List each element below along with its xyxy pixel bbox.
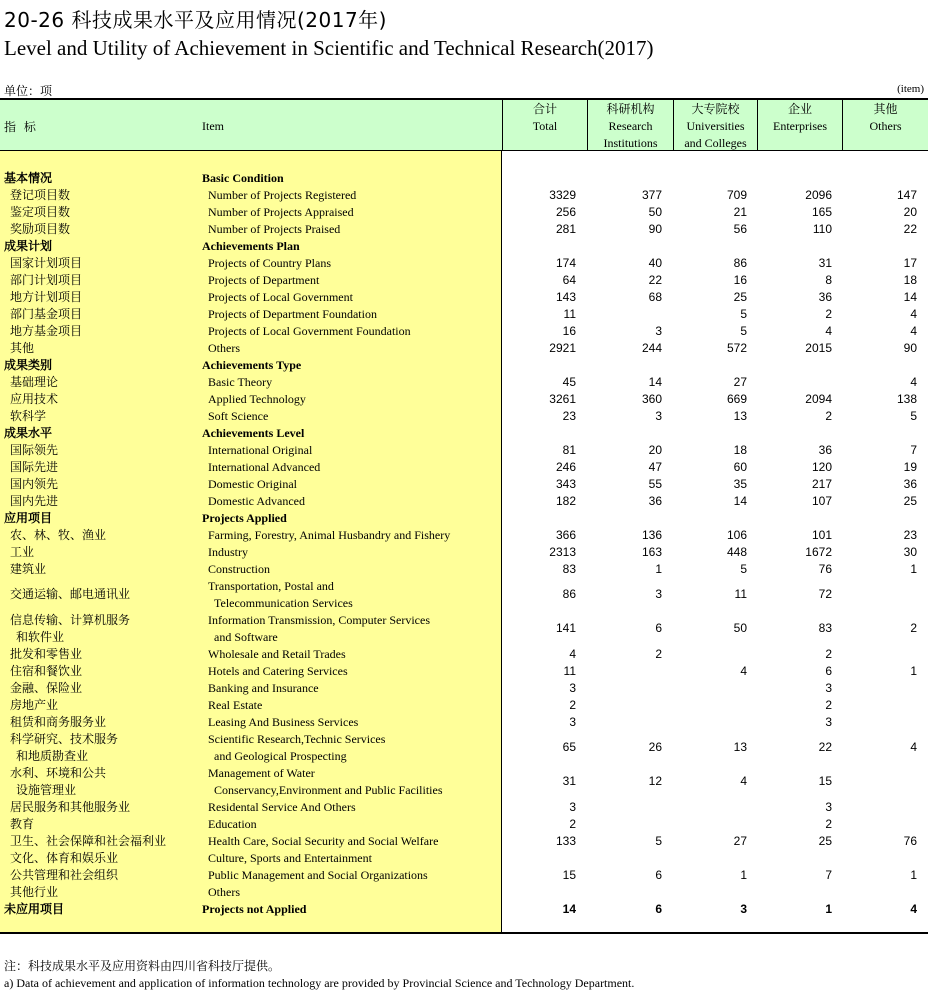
cell-value: 217 [811,477,832,491]
table-row [0,833,928,850]
table-row [0,714,928,731]
row-label-zh: 农、林、牧、渔业 [10,528,107,542]
cell-value: 68 [648,290,662,304]
table-row [0,561,928,578]
row-label-zh: 教育 [10,817,35,831]
row-label-en-line2: and Software [214,630,278,644]
cell-value: 15 [818,774,832,788]
row-label-en: Wholesale and Retail Trades [208,647,346,661]
row-label-en: Leasing And Business Services [208,715,359,729]
header-col-zh: 科研机构 [606,102,655,116]
cell-value: 120 [811,460,832,474]
cell-value: 14 [733,494,747,508]
cell-value: 83 [818,621,832,635]
table-row [0,510,928,527]
table-row [0,340,928,357]
row-label-en: Projects Applied [202,511,287,525]
cell-value: 2 [569,817,576,831]
cell-value: 246 [555,460,576,474]
row-label-en: Health Care, Social Security and Social Welfare [208,834,439,848]
table-row [0,187,928,204]
cell-value: 47 [648,460,662,474]
cell-value: 16 [733,273,747,287]
row-label-en: Information Transmission, Computer Services [208,613,430,627]
row-label-zh: 地方基金项目 [10,324,83,338]
cell-value: 55 [648,477,662,491]
row-label-en: Domestic Original [208,477,297,491]
header-col-en: Universities [686,119,745,133]
row-label-en: Projects of Country Plans [208,256,331,270]
row-label-zh: 国际先进 [10,460,59,474]
cell-value: 14 [562,902,576,916]
table-row [0,884,928,901]
row-label-en: Transportation, Postal and [208,579,334,593]
cell-value: 1 [910,562,917,576]
cell-value: 5 [740,324,747,338]
cell-value: 72 [818,587,832,601]
cell-value: 4 [910,324,917,338]
cell-value: 3 [825,800,832,814]
cell-value: 11 [734,587,747,601]
cell-value: 5 [655,834,662,848]
row-label-en: Achievements Type [202,358,302,372]
row-label-zh: 部门基金项目 [10,307,83,321]
row-label-en: Achievements Level [202,426,305,440]
table-row [0,799,928,816]
row-label-en: Applied Technology [208,392,306,406]
row-label-en: Basic Condition [202,171,284,185]
cell-value: 90 [648,222,662,236]
cell-value: 2313 [549,545,576,559]
table-row [0,901,928,918]
row-label-en: Others [208,341,240,355]
cell-value: 3261 [549,392,576,406]
cell-value: 36 [648,494,662,508]
cell-value: 5 [910,409,917,423]
row-label-zh: 成果计划 [4,239,53,253]
cell-value: 11 [563,307,576,321]
cell-value: 22 [818,740,832,754]
cell-value: 110 [812,222,832,236]
table-row [0,527,928,544]
cell-value: 8 [825,273,832,287]
row-label-zh: 工业 [10,545,35,559]
cell-value: 281 [555,222,576,236]
row-label-zh: 基本情况 [4,171,53,185]
row-label-zh: 软科学 [10,409,47,423]
table-row [0,425,928,442]
cell-value: 3 [569,800,576,814]
header-col-universities [673,100,757,151]
row-label-en-line2: and Geological Prospecting [214,749,347,763]
table-row [0,289,928,306]
header-col-others [842,100,928,151]
cell-value: 136 [641,528,662,542]
cell-value: 81 [562,443,576,457]
header-indicator-zh: 指 标 [4,120,38,134]
row-label-zh: 应用项目 [4,511,53,525]
cell-value: 18 [903,273,917,287]
cell-value: 4 [910,740,917,754]
cell-value: 4 [740,774,747,788]
cell-value: 1672 [805,545,832,559]
cell-value: 25 [733,290,747,304]
cell-value: 1 [740,868,747,882]
cell-value: 448 [726,545,747,559]
cell-value: 76 [903,834,917,848]
cell-value: 30 [903,545,917,559]
cell-value: 64 [562,273,576,287]
row-label-en: Education [208,817,257,831]
cell-value: 36 [818,290,832,304]
row-label-zh-line2: 和软件业 [16,630,65,644]
row-label-zh: 信息传输、计算机服务 [10,613,131,627]
unit-label-en: (item) [897,83,924,95]
cell-value: 50 [733,621,747,635]
cell-value: 16 [562,324,576,338]
row-label-zh: 成果水平 [4,426,53,440]
row-label-zh: 未应用项目 [4,902,65,916]
cell-value: 11 [563,664,576,678]
cell-value: 65 [562,740,576,754]
header-col-en: Enterprises [773,119,827,133]
cell-value: 165 [811,205,832,219]
row-label-en: Farming, Forestry, Animal Husbandry and Fishery [208,528,451,542]
row-label-en: Projects of Department [208,273,320,287]
header-col-en: Others [869,119,902,133]
cell-value: 35 [733,477,747,491]
cell-value: 3 [655,409,662,423]
cell-value: 669 [726,392,747,406]
row-label-en: Number of Projects Praised [208,222,341,236]
cell-value: 6 [825,664,832,678]
table-row [0,255,928,272]
row-label-en: Real Estate [208,698,263,712]
cell-value: 36 [818,443,832,457]
table-row [0,850,928,867]
cell-value: 2015 [805,341,832,355]
header-col-zh: 合计 [532,102,557,116]
cell-value: 2096 [805,188,832,202]
header-col-en2: and Colleges [684,136,747,150]
cell-value: 31 [818,256,832,270]
cell-value: 14 [903,290,917,304]
row-label-en: Domestic Advanced [208,494,305,508]
row-label-zh: 租赁和商务服务业 [10,715,107,729]
table-row [0,221,928,238]
table-row [0,731,928,765]
table-row [0,816,928,833]
table-row [0,663,928,680]
cell-value: 2 [825,817,832,831]
cell-value: 7 [910,443,917,457]
cell-value: 138 [896,392,917,406]
table-row [0,272,928,289]
cell-value: 256 [555,205,576,219]
cell-value: 3 [655,324,662,338]
cell-value: 174 [555,256,576,270]
cell-value: 86 [562,587,576,601]
cell-value: 244 [641,341,662,355]
cell-value: 7 [825,868,832,882]
table-row [0,459,928,476]
cell-value: 107 [811,494,832,508]
row-label-zh: 奖励项目数 [10,222,71,236]
row-label-zh: 建筑业 [10,562,47,576]
cell-value: 3 [825,681,832,695]
row-label-zh: 部门计划项目 [10,273,83,287]
row-label-en-line2: Telecommunication Services [214,596,353,610]
row-label-en-line2: Conservancy,Environment and Public Facilities [214,783,443,797]
row-label-zh: 国际领先 [10,443,59,457]
cell-value: 18 [733,443,747,457]
cell-value: 377 [641,188,662,202]
table-row [0,374,928,391]
header-col-research [587,100,673,151]
row-label-zh: 应用技术 [10,392,59,406]
row-label-en: Projects of Local Government Foundation [208,324,411,338]
table-row [0,680,928,697]
row-label-zh: 其他行业 [10,885,59,899]
row-label-en: Number of Projects Appraised [208,205,354,219]
row-label-en: Projects not Applied [202,902,307,916]
row-label-zh: 国家计划项目 [10,256,83,270]
cell-value: 2 [825,307,832,321]
row-label-en: Projects of Department Foundation [208,307,377,321]
header-col-en2: Institutions [603,136,658,150]
cell-value: 147 [896,188,917,202]
row-label-en: Number of Projects Registered [208,188,357,202]
row-label-en: Projects of Local Government [208,290,353,304]
cell-value: 13 [733,409,747,423]
row-label-zh: 地方计划项目 [10,290,83,304]
cell-value: 3 [569,681,576,695]
row-label-zh: 居民服务和其他服务业 [10,800,131,814]
cell-value: 4 [910,375,917,389]
cell-value: 23 [562,409,576,423]
row-label-en: International Original [208,443,313,457]
row-label-zh: 交通运输、邮电通讯业 [10,587,131,601]
cell-value: 2 [569,698,576,712]
row-label-en: Management of Water [208,766,315,780]
row-label-zh: 水利、环境和公共 [10,766,107,780]
row-label-zh: 国内先进 [10,494,59,508]
cell-value: 21 [733,205,747,219]
row-label-zh: 鉴定项目数 [10,205,71,219]
table-row [0,476,928,493]
table-row [0,578,928,612]
cell-value: 343 [555,477,576,491]
cell-value: 4 [910,307,917,321]
cell-value: 15 [562,868,576,882]
cell-value: 572 [726,341,747,355]
cell-value: 25 [818,834,832,848]
cell-value: 2 [655,647,662,661]
cell-value: 182 [555,494,576,508]
cell-value: 366 [555,528,576,542]
cell-value: 101 [811,528,832,542]
row-label-zh: 其他 [10,341,35,355]
row-label-zh: 成果类别 [4,358,53,372]
row-label-en: Basic Theory [208,375,273,389]
cell-value: 27 [733,375,747,389]
cell-value: 25 [903,494,917,508]
header-col-zh: 企业 [787,102,812,116]
table-row [0,391,928,408]
cell-value: 3 [655,587,662,601]
cell-value: 2094 [805,392,832,406]
cell-value: 143 [555,290,576,304]
row-label-zh: 登记项目数 [10,188,71,202]
cell-value: 2 [825,647,832,661]
header-indicator-cell [0,100,502,151]
row-label-en: Public Management and Social Organizations [208,868,428,882]
table-row [0,612,928,646]
cell-value: 106 [726,528,747,542]
cell-value: 1 [655,562,662,576]
header-indicator-en: Item [202,119,224,133]
row-label-zh: 住宿和餐饮业 [10,664,83,678]
cell-value: 133 [555,834,576,848]
table-row [0,238,928,255]
cell-value: 12 [648,774,662,788]
row-label-zh: 文化、体育和娱乐业 [10,851,119,865]
row-label-zh: 基础理论 [10,375,59,389]
row-label-zh: 卫生、社会保障和社会福利业 [10,834,167,848]
cell-value: 6 [655,868,662,882]
cell-value: 76 [818,562,832,576]
header-col-enterprises [757,100,842,151]
cell-value: 3329 [549,188,576,202]
cell-value: 22 [648,273,662,287]
row-label-zh: 公共管理和社会组织 [10,868,119,882]
table-row [0,697,928,714]
cell-value: 56 [733,222,747,236]
cell-value: 3 [569,715,576,729]
row-label-zh: 国内领先 [10,477,59,491]
cell-value: 3 [825,715,832,729]
cell-value: 2 [825,409,832,423]
row-label-zh: 金融、保险业 [10,681,83,695]
header-col-zh: 其他 [873,102,898,116]
table-row [0,170,928,187]
row-label-en: Achievements Plan [202,239,300,253]
table-row [0,442,928,459]
row-label-en: Hotels and Catering Services [208,664,348,678]
table-row [0,408,928,425]
row-label-en: Construction [208,562,270,576]
table-row [0,544,928,561]
cell-value: 27 [733,834,747,848]
row-label-en: Industry [208,545,248,559]
cell-value: 4 [910,902,917,916]
cell-value: 13 [733,740,747,754]
cell-value: 6 [655,902,662,916]
table-row [0,765,928,799]
table-row [0,646,928,663]
row-label-en: Others [208,885,240,899]
cell-value: 163 [641,545,662,559]
cell-value: 45 [562,375,576,389]
cell-value: 2921 [549,341,576,355]
cell-value: 20 [903,205,917,219]
cell-value: 6 [655,621,662,635]
row-label-en: Residental Service And Others [208,800,356,814]
table-row [0,357,928,374]
row-label-en: Scientific Research,Technic Services [208,732,386,746]
cell-value: 141 [555,621,576,635]
page-title-zh: 20-26 科技成果水平及应用情况(2017年) [4,8,387,32]
header-col-en: Total [532,119,558,133]
cell-value: 5 [740,562,747,576]
cell-value: 360 [641,392,662,406]
table-row [0,493,928,510]
cell-value: 22 [903,222,917,236]
row-label-en: International Advanced [208,460,321,474]
cell-value: 40 [648,256,662,270]
cell-value: 26 [648,740,662,754]
cell-value: 20 [648,443,662,457]
row-label-zh-line2: 设施管理业 [16,783,77,797]
data-table [0,98,928,934]
cell-value: 86 [733,256,747,270]
footnote-zh: 注：科技成果水平及应用资料由四川省科技厅提供。 [4,959,281,973]
cell-value: 83 [562,562,576,576]
header-col-total [502,100,587,151]
cell-value: 1 [910,664,917,678]
cell-value: 1 [910,868,917,882]
row-label-zh: 房地产业 [10,698,59,712]
row-label-en: Culture, Sports and Entertainment [208,851,372,865]
cell-value: 4 [825,324,832,338]
row-label-en: Banking and Insurance [208,681,319,695]
cell-value: 19 [903,460,917,474]
cell-value: 4 [740,664,747,678]
unit-label-zh: 单位：项 [4,84,53,98]
cell-value: 3 [740,902,747,916]
cell-value: 14 [648,375,662,389]
cell-value: 4 [569,647,576,661]
row-label-zh: 批发和零售业 [10,647,83,661]
cell-value: 60 [733,460,747,474]
row-label-zh-line2: 和地质勘查业 [16,749,89,763]
row-label-zh: 科学研究、技术服务 [10,732,119,746]
cell-value: 17 [903,256,917,270]
cell-value: 2 [825,698,832,712]
footnote-en: a) Data of achievement and application of information technology are provided by Provincial Science and Technology Department. [4,976,635,990]
cell-value: 23 [903,528,917,542]
table-row [0,867,928,884]
table-row [0,204,928,221]
cell-value: 50 [648,205,662,219]
cell-value: 1 [825,902,832,916]
table-row [0,323,928,340]
cell-value: 90 [903,341,917,355]
page-title-en: Level and Utility of Achievement in Scientific and Technical Research(2017) [4,36,654,60]
cell-value: 5 [740,307,747,321]
header-col-en: Research [608,119,653,133]
cell-value: 709 [726,188,747,202]
row-label-en: Soft Science [208,409,269,423]
cell-value: 2 [910,621,917,635]
cell-value: 31 [562,774,576,788]
table-row [0,306,928,323]
cell-value: 36 [903,477,917,491]
header-col-zh: 大专院校 [691,102,740,116]
